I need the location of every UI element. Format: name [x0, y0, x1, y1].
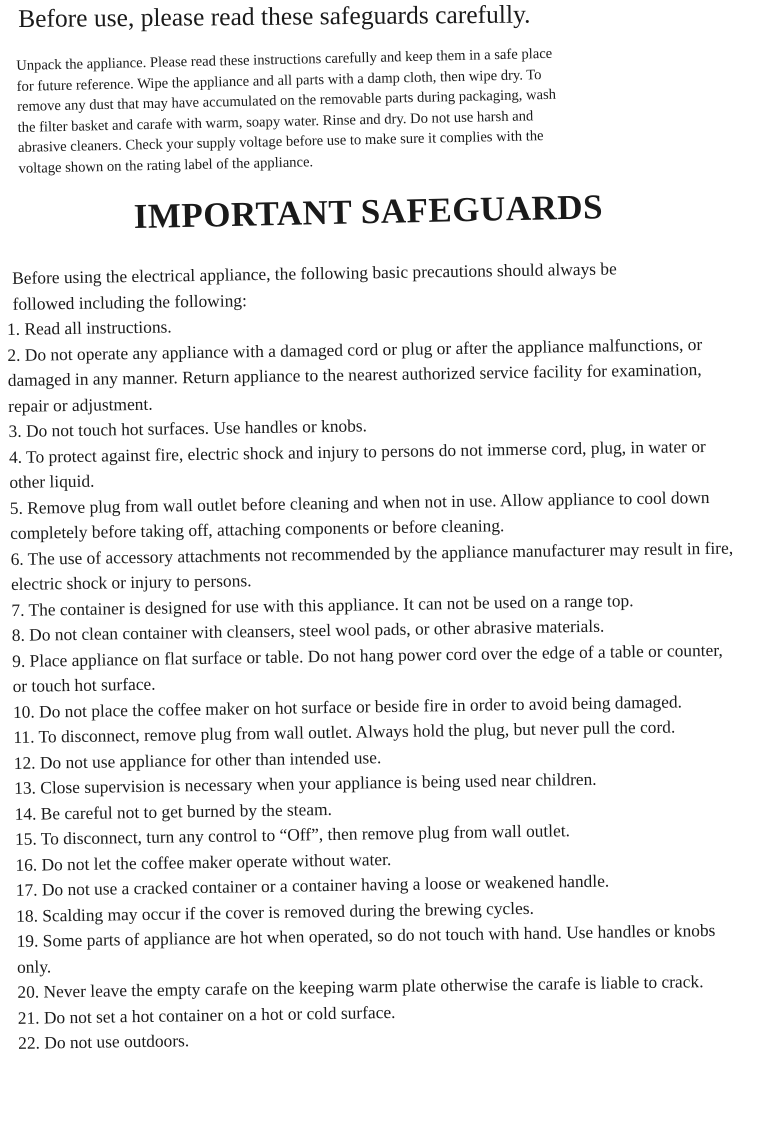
safeguard-item: 12. Do not use appliance for other than intended use. — [13, 746, 382, 773]
intro-line: for future reference. Wipe the appliance and all parts with a damp cloth, then wipe dry. To — [16, 66, 542, 95]
safeguard-item: 18. Scalding may occur if the cover is removed during the brewing cycles. — [16, 897, 534, 926]
intro-line: Unpack the appliance. Please read these instructions carefully and keep them in a safe place — [16, 45, 553, 74]
safeguard-item: 19. Some parts of appliance are hot when operated, so do not touch with hand. Use handles or knobs only. — [16, 919, 716, 977]
safeguard-item: 16. Do not let the coffee maker operate without water. — [15, 848, 392, 875]
safeguard-item: 1. Read all instructions. — [6, 316, 172, 339]
intro-line: the filter basket and carafe with warm, soapy water. Rinse and dry. Do not use harsh and — [17, 107, 534, 136]
safeguard-item: 7. The container is designed for use with this appliance. It can not be used on a range top. — [11, 589, 634, 620]
safeguard-item: 11. To disconnect, remove plug from wall outlet. Always hold the plug, but never pull the cord. — [13, 716, 676, 747]
important-safeguards-title: IMPORTANT SAFEGUARDS — [133, 187, 604, 237]
safeguard-item: 15. To disconnect, turn any control to “Off”, then remove plug from wall outlet. — [14, 820, 571, 849]
safeguard-item: 3. Do not touch hot surfaces. Use handles or knobs. — [8, 415, 368, 441]
safeguard-item: 22. Do not use outdoors. — [18, 1030, 190, 1053]
intro-line: voltage shown on the rating label of the appliance. — [18, 153, 314, 177]
safeguard-item: 10. Do not place the coffee maker on hot surface or beside fire in order to avoid being damaged. — [12, 690, 683, 722]
lead-line: Before using the electrical appliance, the following basic precautions should always be — [12, 258, 617, 288]
lead-line: followed including the following: — [12, 289, 247, 314]
safeguards-body — [6, 255, 742, 1057]
safeguard-item: 6. The use of accessory attachments not recommended by the appliance manufacturer may result in fire, electric shock or injury to persons. — [10, 537, 734, 594]
safeguard-item: 5. Remove plug from wall outlet before cleaning and when not in use. Allow appliance to cool down completely before taking off, attaching components or before cleaning. — [9, 486, 710, 543]
safeguard-item: 14. Be careful not to get burned by the steam. — [14, 798, 333, 824]
safeguard-item: 17. Do not use a cracked container or a container having a loose or weakened handle. — [15, 870, 610, 900]
safeguard-item: 2. Do not operate any appliance with a damaged cord or plug or after the appliance malfunctions, or damaged in any manner. Return appliance to the nearest authorized service facility for examination, repair or adjustment. — [7, 333, 703, 416]
safeguard-item: 4. To protect against fire, electric shock and injury to persons do not immerse cord, plug, in water or other liquid. — [8, 435, 706, 492]
safeguard-item: 13. Close supervision is necessary when your appliance is being used near children. — [14, 768, 597, 798]
intro-line: abrasive cleaners. Check your supply voltage before use to make sure it complies with the — [17, 128, 544, 156]
intro-line: remove any dust that may have accumulated on the removable parts during packaging, wash — [16, 86, 557, 115]
read-safeguards-heading: Before use, please read these safeguards carefully. — [18, 0, 531, 33]
safeguard-item: 20. Never leave the empty carafe on the keeping warm plate otherwise the carafe is liable to crack. — [17, 971, 704, 1002]
intro-paragraph — [16, 40, 719, 179]
safeguard-item: 8. Do not clean container with cleansers, steel wool pads, or other abrasive materials. — [11, 615, 605, 645]
safeguard-item: 21. Do not set a hot container on a hot or cold surface. — [17, 1001, 396, 1028]
safeguard-item: 9. Place appliance on flat surface or table. Do not hang power cord over the edge of a table or counter, or touch hot surface. — [12, 639, 723, 696]
